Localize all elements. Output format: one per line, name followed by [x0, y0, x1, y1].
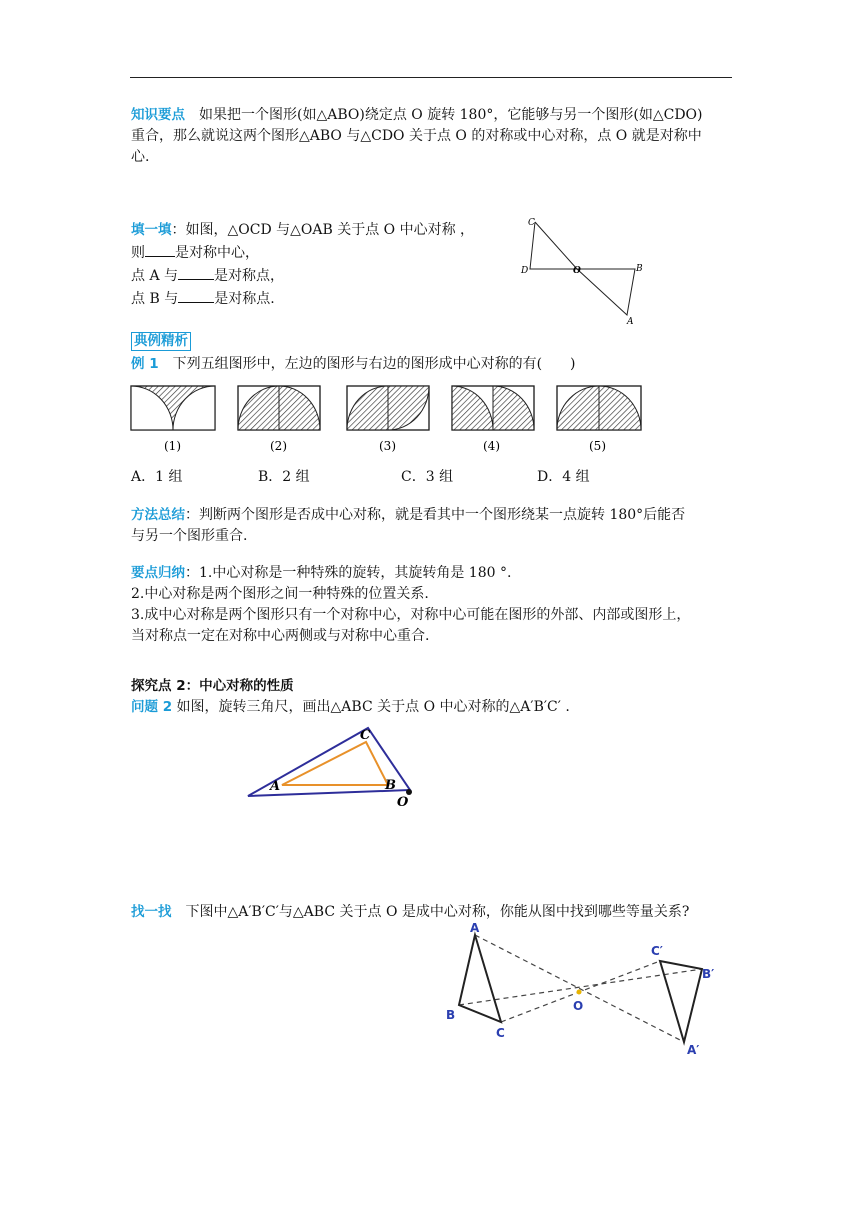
fill-line1: ：如图，△OCD 与△OAB 关于点 O 中心对称 ， — [171, 222, 475, 238]
find-text: 下图中△A′B′C′与△ABC 关于点 O 是成中心对称，你能从图中找到哪些等量关系? — [171, 904, 690, 920]
panel-label-5: (5) — [589, 439, 606, 453]
method-summary — [131, 505, 736, 547]
fill-label: 填一填 — [131, 222, 172, 238]
knowledge-line2: 重合，那么就说这两个图形△ABO 与△CDO 关于点 O 的对称或中心对称，点 O 就是对称中 — [131, 128, 702, 144]
knowledge-line1: 如果把一个图形(如△ABO)绕定点 O 旋转 180°，它能够与另一个图形(如△CDO) — [185, 107, 703, 123]
example-question — [131, 354, 731, 375]
option-b[interactable]: B．2 组 — [258, 469, 310, 485]
tri-label-c-prime: C′ — [651, 944, 663, 958]
tri-label-c: C — [496, 1026, 505, 1040]
option-d[interactable]: D．4 组 — [537, 469, 590, 485]
blank-point-b[interactable] — [178, 289, 214, 303]
fill-line3a: 点 A 与 — [131, 268, 179, 284]
question-label: 问题 2 — [131, 699, 173, 715]
knowledge-points — [131, 105, 736, 168]
fill-line4a: 点 B 与 — [131, 291, 179, 307]
tri-label-a-prime: A′ — [687, 1043, 700, 1057]
fig1-label-c: C — [528, 218, 535, 228]
panel-4 — [452, 386, 534, 430]
fill-line3b: 是对称点， — [214, 268, 285, 284]
method-line2: 与另一个图形重合. — [131, 528, 248, 544]
method-line1: ：判断两个图形是否成中心对称，就是看其中一个图形绕某一点旋转 180°后能否 — [185, 507, 686, 523]
fig1-label-b: B — [636, 264, 643, 274]
panel-3 — [347, 386, 429, 430]
panel-label-2: (2) — [270, 439, 287, 453]
panel-5 — [557, 386, 641, 430]
points-line3: 3.成中心对称是两个图形只有一个对称中心，对称中心可能在图形的外部、内部或图形上， — [131, 607, 691, 623]
option-c[interactable]: C．3 组 — [401, 469, 454, 485]
example-heading — [131, 331, 191, 352]
example-figures — [128, 382, 643, 457]
tri-label-o: O — [573, 999, 584, 1013]
ruler-label-b: B — [385, 778, 396, 793]
panel-2 — [238, 386, 320, 430]
points-label: 要点归纳 — [131, 565, 185, 581]
points-line1: ：1.中心对称是一种特殊的旋转，其旋转角是 180 °. — [185, 565, 512, 581]
header-rule — [130, 77, 732, 78]
fill-in-section — [131, 219, 511, 311]
panel-label-3: (3) — [379, 439, 396, 453]
panel-1 — [131, 386, 215, 430]
tri-label-b: B — [446, 1008, 456, 1022]
blank-point-a[interactable] — [178, 266, 214, 280]
find-label: 找一找 — [131, 904, 172, 920]
option-a[interactable]: A．1 组 — [131, 469, 183, 485]
tri-label-a: A — [470, 922, 480, 935]
knowledge-line3: 心. — [131, 149, 150, 165]
explore-heading: 探究点 2：中心对称的性质 — [131, 678, 294, 694]
example-question-text: 下列五组图形中，左边的图形与右边的图形成中心对称的有( ) — [158, 356, 576, 372]
method-label: 方法总结 — [131, 507, 185, 523]
points-line2: 2.中心对称是两个图形之间一种特殊的位置关系. — [131, 586, 429, 602]
blank-center[interactable] — [145, 243, 175, 257]
ruler-label-c: C — [360, 728, 371, 743]
fill-line4b: 是对称点. — [214, 291, 275, 307]
find-section — [131, 902, 751, 923]
panel-label-1: (1) — [164, 439, 181, 453]
fig1-label-d: D — [521, 266, 529, 276]
knowledge-label: 知识要点 — [131, 107, 185, 123]
center-point-o — [577, 990, 582, 995]
fig1-label-a: A — [627, 317, 634, 327]
example-label: 例 1 — [131, 356, 159, 372]
ruler-label-o: O — [397, 795, 409, 808]
fill-line2b: 是对称中心， — [175, 245, 259, 261]
symmetric-triangles-figure — [440, 922, 720, 1062]
figure-ocd-oab — [515, 212, 645, 327]
fill-line2a: 则 — [131, 245, 145, 261]
ruler-label-a: A — [270, 779, 281, 794]
explore-section — [131, 676, 736, 718]
points-line4: 当对称点一定在对称中心两侧或与对称中心重合. — [131, 628, 430, 644]
triangle-ruler-figure — [240, 718, 420, 808]
tri-label-b-prime: B′ — [702, 967, 715, 981]
fig1-label-o: O — [573, 266, 581, 276]
key-points — [131, 563, 736, 647]
section-label-examples: 典例精析 — [131, 332, 191, 351]
panel-label-4: (4) — [483, 439, 500, 453]
question-text: 如图，旋转三角尺，画出△ABC 关于点 O 中心对称的△A′B′C′ . — [172, 699, 570, 715]
